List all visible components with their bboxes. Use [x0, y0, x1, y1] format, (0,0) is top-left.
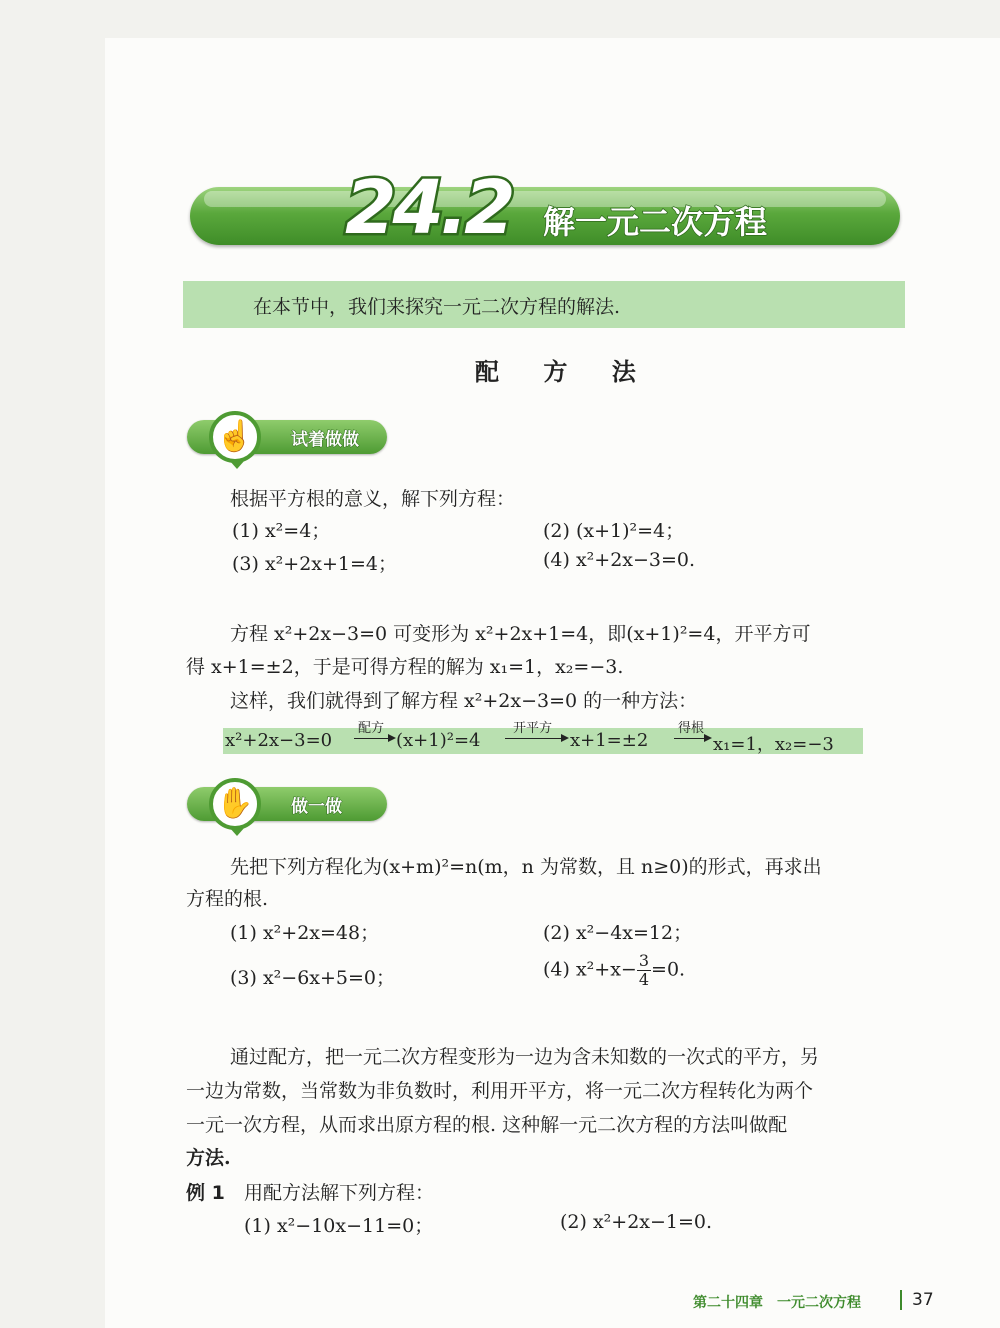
try-label: 试着做做	[291, 430, 359, 450]
conclusion-line-3: 一元一次方程，从而求出原方程的根. 这种解一元二次方程的方法叫做配	[186, 1114, 788, 1136]
pill-pointer	[229, 460, 245, 469]
paragraph-1-line-1: 方程 x²+2x−3=0 可变形为 x²+2x+1=4，即(x+1)²=4，开平方可	[230, 623, 811, 645]
flow-step-1: x²+2x−3=0	[225, 730, 333, 751]
do-item-4-prefix: (4) x²+x−	[543, 958, 637, 981]
do-item-1: (1) x²+2x=48；	[230, 922, 380, 944]
try-item-1: (1) x²=4；	[232, 520, 331, 542]
do-item-2: (2) x²−4x=12；	[543, 922, 693, 944]
footer-divider	[900, 1290, 902, 1310]
try-text: 根据平方根的意义，解下列方程：	[230, 488, 516, 510]
pill-pointer	[229, 827, 245, 836]
flow-step-3: x+1=±2	[570, 730, 649, 751]
try-item-4: (4) x²+2x−3=0.	[543, 549, 696, 571]
flow-step-2: (x+1)²=4	[396, 730, 481, 751]
do-line-1: 先把下列方程化为(x+m)²=n(m，n 为常数，且 n≥0)的形式，再求出	[230, 856, 822, 878]
example-label: 例 1	[186, 1182, 225, 1204]
try-label-pill	[187, 420, 387, 454]
try-item-3: (3) x²+2x+1=4；	[232, 553, 398, 575]
do-item-4	[543, 952, 685, 989]
try-item-2: (2) (x+1)²=4；	[543, 520, 685, 542]
intro-box	[183, 281, 905, 328]
example-item-2: (2) x²+2x−1=0.	[560, 1211, 713, 1233]
do-label: 做一做	[291, 797, 342, 817]
flow-arrow-3	[674, 738, 710, 739]
flow-arrow-label-1: 配方	[358, 721, 385, 736]
section-number: 24.2	[345, 165, 512, 251]
conclusion-line-1: 通过配方，把一元二次方程变形为一边为含未知数的一次式的平方，另	[230, 1046, 820, 1068]
page-number: 37	[912, 1290, 934, 1310]
conclusion-line-4: 方法.	[186, 1147, 231, 1169]
subsection-heading: 配 方 法	[475, 358, 654, 386]
flow-arrow-2	[505, 738, 567, 739]
flow-step-4: x₁=1，x₂=−3	[713, 734, 834, 755]
hand-icon: ✋	[209, 778, 261, 830]
do-item-3: (3) x²−6x+5=0；	[230, 967, 396, 989]
conclusion-line-2: 一边为常数，当常数为非负数时，利用开平方，将一元二次方程转化为两个	[186, 1080, 814, 1102]
paragraph-2: 这样，我们就得到了解方程 x²+2x−3=0 的一种方法：	[230, 690, 698, 712]
flow-arrow-1	[354, 738, 394, 739]
example-item-1: (1) x²−10x−11=0；	[244, 1215, 434, 1237]
do-label-pill	[187, 787, 387, 821]
section-title: 解一元二次方程	[543, 203, 768, 241]
paragraph-1-line-2: 得 x+1=±2，于是可得方程的解为 x₁=1，x₂=−3.	[186, 656, 624, 678]
fraction	[637, 952, 651, 989]
flow-arrow-label-2: 开平方	[513, 721, 553, 736]
fraction-numerator: 3	[638, 951, 650, 970]
fraction-denominator: 4	[638, 970, 650, 989]
finger-icon: ☝	[209, 411, 261, 463]
chapter-footer: 第二十四章 一元二次方程	[693, 1295, 861, 1311]
example-text: 用配方法解下列方程：	[244, 1182, 435, 1204]
do-line-2: 方程的根.	[186, 888, 269, 910]
intro-text: 在本节中，我们来探究一元二次方程的解法.	[253, 296, 621, 318]
flow-arrow-label-3: 得根	[678, 721, 705, 736]
do-item-4-suffix: =0.	[651, 958, 686, 981]
